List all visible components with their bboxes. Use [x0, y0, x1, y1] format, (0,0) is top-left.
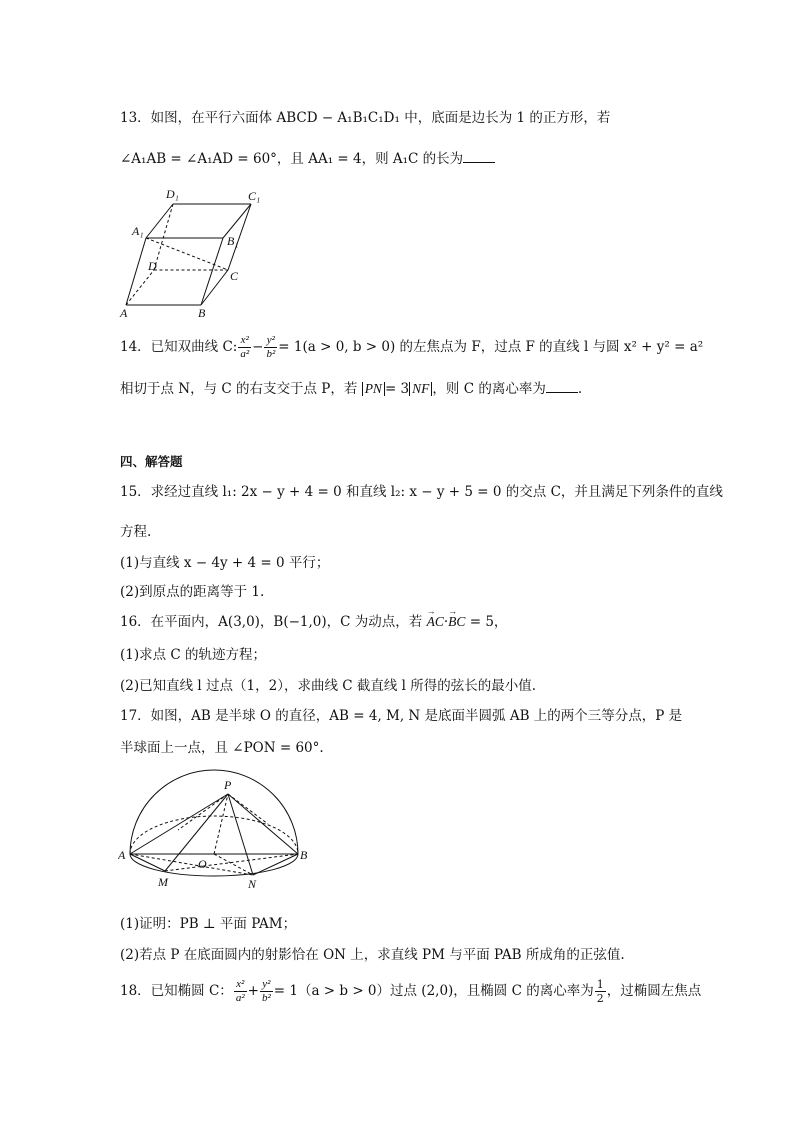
q14-post: = 1(a > 0, b > 0) 的左焦点为 F，过点 F 的直线 l 与圆 x² + y² = a²: [278, 339, 704, 355]
q14-line1: 14．已知双曲线 C: $\frac{\text{x²}}{\text{a²}}$ − $\frac{\text{y²}}{\text{b²}}$ = 1(a > 0, b > 0) 的左焦点为 F，过点 F 的直线 l 与圆 x² + y² = a²: [120, 334, 704, 360]
q14-line2a: 相切于点 N，与 C 的右支交于点 P，若: [120, 381, 358, 397]
label-c1: C₁: [248, 189, 261, 203]
dome-outline: [130, 770, 298, 854]
q14-mid: = 3: [384, 381, 410, 397]
answer-blank: [546, 378, 578, 393]
label-b: B: [300, 848, 308, 862]
q18-end: ，过椭圆左焦点: [606, 983, 702, 999]
edge-ad: [126, 270, 154, 305]
label-a: A: [118, 848, 126, 862]
edge-pa: [130, 794, 228, 854]
label-n: N: [248, 877, 257, 891]
label-o: O: [198, 857, 207, 871]
q14-line2b: ，则 C 的离心率为: [432, 381, 546, 397]
dot-operator: ·: [443, 614, 449, 630]
vector-ac: → AC: [427, 612, 444, 632]
q16-part1: (1)求点 C 的轨迹方程；: [120, 647, 267, 663]
q16-line1a: 16．在平面内，A(3,0)，B(−1,0)，C 为动点，若: [120, 614, 423, 630]
vector-bc: → BC: [448, 612, 465, 632]
parallelepiped-figure: [118, 186, 278, 322]
answer-blank: [463, 148, 495, 163]
q13-line2-text: ∠A₁AB = ∠A₁AD = 60°，且 AA₁ = 4，则 A₁C 的长为: [120, 151, 464, 167]
q16-line1b: = 5，: [469, 614, 508, 630]
q15-part2: (2)到原点的距离等于 1.: [120, 584, 265, 600]
edge-pm: [165, 794, 228, 871]
q13-line2: [120, 148, 495, 169]
label-p: P: [224, 778, 232, 792]
q18-post: = 1（a > b > 0）过点 (2,0)，且椭圆 C 的离心率为: [273, 983, 594, 999]
q17-line2: 半球面上一点，且 ∠PON = 60°.: [120, 740, 324, 756]
label-d: D: [148, 259, 157, 273]
q15-part1: (1)与直线 x − 4y + 4 = 0 平行；: [120, 555, 330, 571]
abs-pn: PN: [362, 382, 385, 396]
q14-frac-x: $\frac{\text{x²}}{\text{a²}}$: [240, 334, 250, 360]
q17-line1: 17．如图，AB 是半球 O 的直径，AB = 4, M, N 是底面半圆弧 AB 上的两个三等分点，P 是: [120, 708, 683, 724]
label-a: A: [120, 306, 128, 320]
label-a1: A₁: [132, 224, 144, 238]
q18-frac-y: $\frac{\text{y²}}{\text{b²}}$: [261, 978, 271, 1004]
q18-frac-x: $\frac{\text{x²}}{\text{a²}}$: [235, 978, 245, 1004]
edge-b1b: [201, 238, 223, 305]
q15-line2: 方程.: [120, 524, 152, 540]
q17-part1: (1)证明：PB ⊥ 平面 PAM；: [120, 916, 297, 932]
label-b1: B₁: [227, 234, 239, 248]
label-d1: D₁: [166, 187, 179, 201]
edge-d1d: [154, 204, 173, 270]
q16-line1: [120, 612, 507, 632]
plus-sign: +: [247, 983, 259, 999]
base-front-arc: [130, 854, 298, 876]
edge-pb: [228, 794, 298, 854]
q14-frac-y: $\frac{\text{y²}}{\text{b²}}$: [266, 334, 276, 360]
q18-line1: [120, 978, 701, 1005]
q18-frac-half: $\frac{1}{2}$: [596, 978, 604, 1005]
section-heading: 四、解答题: [120, 454, 183, 469]
q17-part2: (2)若点 P 在底面圆内的射影恰在 ON 上，求直线 PM 与平面 PAB 所成角的正弦值.: [120, 947, 625, 963]
q13-line1: 13．如图，在平行六面体 ABCD − A₁B₁C₁D₁ 中，底面是边长为 1 的正方形，若: [120, 110, 611, 126]
label-b: B: [198, 306, 206, 320]
edge-a1d1: [146, 204, 173, 238]
q14-line2: [120, 378, 582, 399]
abs-nf: NF: [409, 382, 432, 396]
label-m: M: [158, 875, 168, 889]
edge-a1a: [126, 238, 146, 305]
q15-line1: 15．求经过直线 l₁: 2x − y + 4 = 0 和直线 l₂: x − y + 5 = 0 的交点 C，并且满足下列条件的直线: [120, 484, 723, 500]
q16-part2: (2)已知直线 l 过点（1，2），求曲线 C 截直线 l 所得的弦长的最小值.: [120, 678, 537, 694]
q14-end: .: [577, 381, 583, 397]
edge-b1c1: [223, 204, 251, 238]
q18-pre: 18．已知椭圆 C：: [120, 983, 233, 999]
q14-pre: 14．已知双曲线 C:: [120, 339, 238, 355]
base-back-arc: [130, 816, 298, 854]
label-c: C: [230, 269, 239, 283]
edge-bc: [201, 270, 228, 305]
hemisphere-figure: [118, 764, 308, 904]
